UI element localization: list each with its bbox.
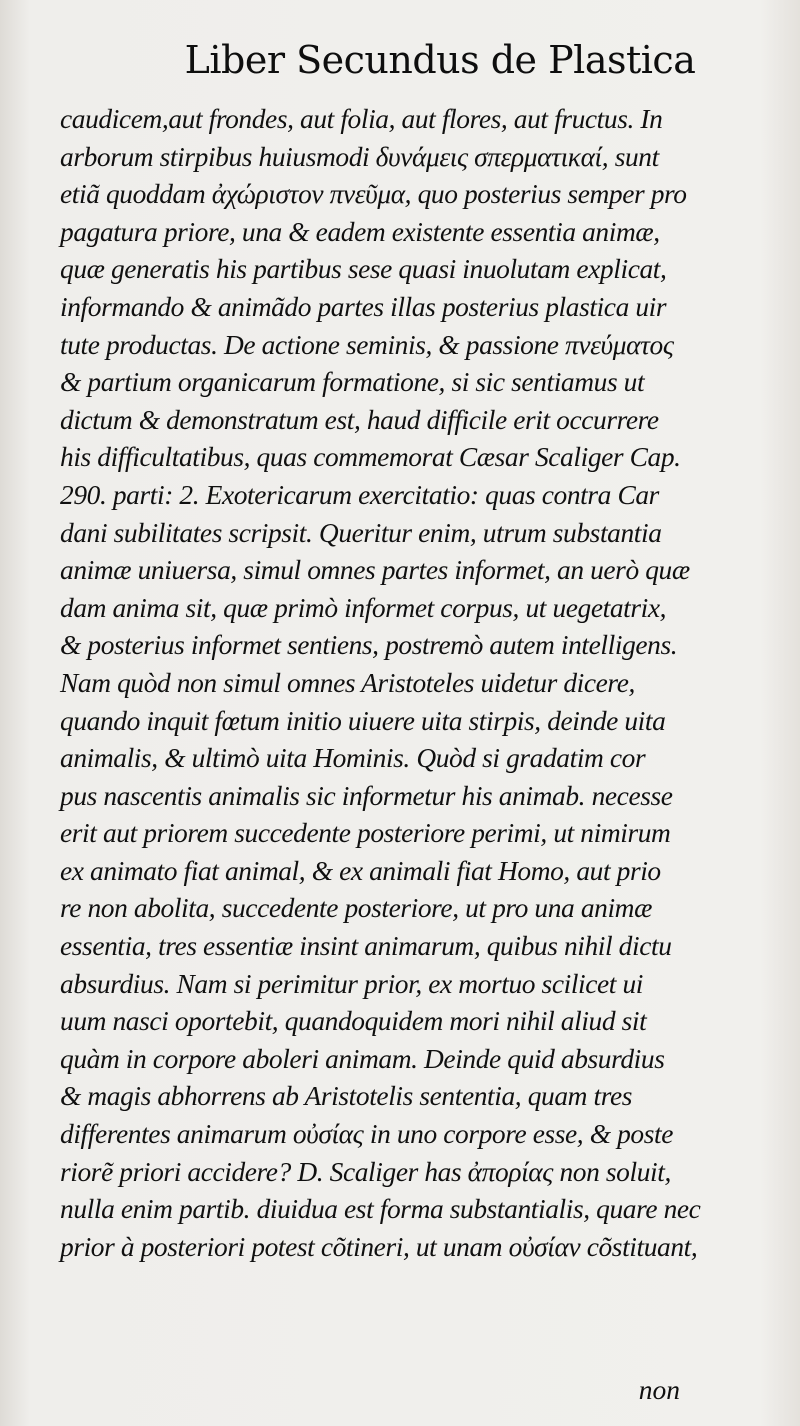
text-line: re non abolita, succedente posteriore, ut pro una animæ [60,892,652,924]
running-header: Liber Secundus de Plastica [184,38,696,82]
text-line: his difficultatibus, quas commemorat Cæsar Scaliger Cap. [60,441,681,473]
text-line: prior à posteriori potest cõtineri, ut unam οὐσίαν cõstituant, [60,1230,698,1262]
text-line: tute productas. De actione seminis, & passione πνεύματος [60,328,674,360]
text-line: & magis abhorrens ab Aristotelis sententia, quam tres [60,1080,633,1112]
text-line: animæ uniuersa, simul omnes partes informet, an uerò quæ [60,554,690,586]
text-line: differentes animarum οὐσίας in uno corpore esse, & poste [60,1118,674,1150]
text-line: ex animato fiat animal, & ex animali fiat Homo, aut prio [60,854,661,886]
text-line: pagatura priore, una & eadem existente essentia animæ, [60,215,660,247]
text-line: & posterius informet sentiens, postremò autem intelligens. [60,629,678,661]
text-line: pus nascentis animalis sic informetur his animab. necesse [60,779,673,811]
text-line: 290. parti: 2. Exotericarum exercitatio: quas contra Car [60,478,659,510]
text-line: quàm in corpore aboleri animam. Deinde quid absurdius [60,1042,665,1074]
body-text [60,100,780,1265]
text-line: Nam quòd non simul omnes Aristoteles uidetur dicere, [60,666,635,698]
text-line: nulla enim partib. diuidua est forma substantialis, quare nec [60,1193,701,1225]
text-line: & partium organicarum formatione, si sic sentiamus ut [60,366,645,398]
text-line: caudicem,aut frondes, aut folia, aut flores, aut fructus. In [60,103,663,134]
text-line: arborum stirpibus huiusmodi δυνάμεις σπερματικαί, sunt [60,140,659,172]
text-line: quando inquit fœtum initio uiuere uita stirpis, deinde uita [60,704,666,736]
text-line: absurdius. Nam si perimitur prior, ex mortuo scilicet ui [60,967,644,999]
text-line: informando & animãdo partes illas posterius plastica uir [60,290,667,322]
text-line: dam anima sit, quæ primò informet corpus, ut uegetatrix, [60,591,667,623]
text-line: quæ generatis his partibus sese quasi inuolutam explicat, [60,253,667,285]
text-line: essentia, tres essentiæ insint animarum, quibus nihil dictu [60,930,672,962]
text-line: etiã quoddam ἀχώριστον πνεῦμα, quo posterius semper pro [60,178,687,210]
text-line: dani subilitates scripsit. Queritur enim, utrum substantia [60,516,662,548]
text-line: dictum & demonstratum est, haud difficile erit occurrere [60,403,659,435]
text-line: uum nasci oportebit, quandoquidem mori nihil aliud sit [60,1005,647,1037]
text-line: erit aut priorem succedente posteriore perimi, ut nimirum [60,817,671,849]
text-line: animalis, & ultimò uita Hominis. Quòd si gradatim cor [60,742,646,774]
text-line: riorẽ priori accidere? D. Scaliger has ἀπορίας non soluit, [60,1155,671,1187]
catchword: non [638,1374,680,1405]
